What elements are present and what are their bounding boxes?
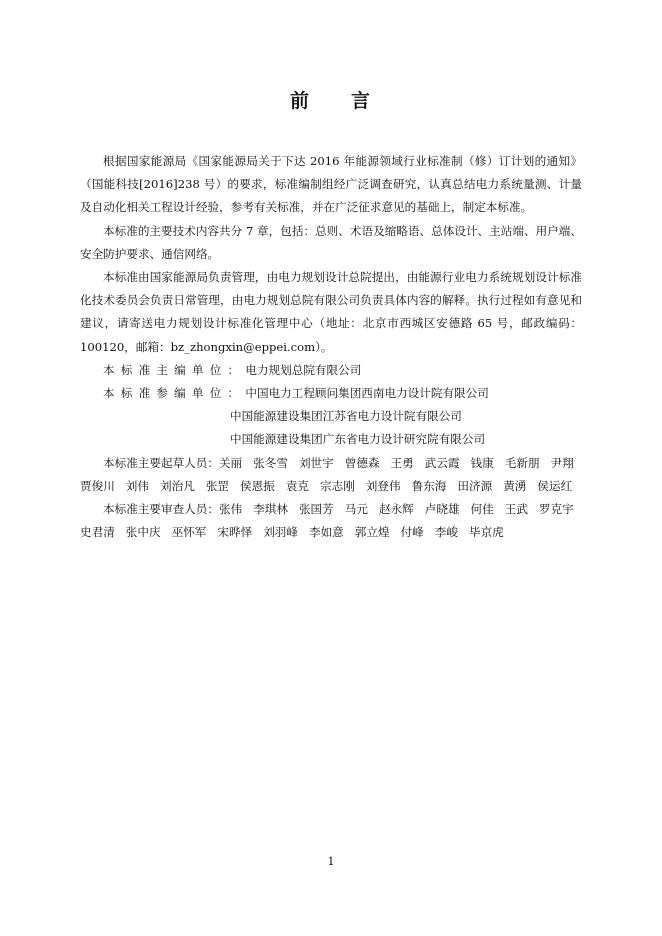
page-number: 1: [327, 855, 335, 868]
reviewer-name: 王武: [504, 502, 528, 517]
drafter-name: 武云霞: [424, 455, 460, 470]
reviewer-name: 李如意: [308, 525, 344, 540]
chief-unit-value: 电力规划总院有限公司: [245, 362, 362, 377]
drafters-line-2: [80, 475, 582, 498]
reviewer-name: 何佳: [470, 502, 494, 517]
reviewer-name: 赵永辉: [378, 502, 414, 517]
drafters-line-1: [80, 452, 582, 475]
body-text: [80, 150, 582, 544]
drafter-name: 袁克: [285, 478, 309, 493]
drafter-name: 张冬雪: [253, 455, 288, 470]
drafter-name: 刘伟: [125, 478, 149, 493]
reviewer-name: 巫怀军: [171, 525, 207, 540]
participating-unit-row: [80, 382, 582, 405]
page-title: [0, 86, 662, 113]
drafter-name: 刘世宇: [298, 455, 334, 470]
drafter-name: 刘登伟: [365, 478, 401, 493]
reviewer-name: 宋晔怿: [217, 525, 253, 540]
reviewers-line-2: [80, 521, 582, 544]
reviewers-line-1: [80, 498, 582, 521]
drafter-name: 鲁东海: [411, 478, 447, 493]
reviewer-name: 刘羽峰: [263, 525, 298, 540]
paragraph-contents: 本标准的主要技术内容共分 7 章，包括：总则、术语及缩略语、总体设计、主站端、用户端、安全防护要求、通信网络。: [80, 223, 582, 261]
participating-unit-value: 中国电力工程顾问集团西南电力设计院有限公司: [245, 386, 489, 401]
reviewer-name: 史君清: [80, 525, 115, 540]
drafter-name: 钱康: [470, 455, 494, 470]
drafter-name: 王勇: [390, 455, 414, 470]
drafter-name: 张罡: [205, 478, 229, 493]
title-left-char: 前: [289, 90, 311, 112]
drafter-name: 刘治凡: [160, 478, 195, 493]
drafter-name: 黄湧: [503, 478, 527, 493]
reviewers-label: 本标准主要审查人员：: [103, 502, 219, 517]
chief-unit-row: [80, 359, 582, 382]
reviewer-name: 李峻: [434, 525, 458, 540]
reviewer-name: 张中庆: [125, 525, 161, 540]
title-right-char: 言: [351, 90, 373, 112]
drafter-name: 关丽: [218, 455, 243, 470]
drafter-name: 贾俊川: [80, 478, 115, 493]
paragraph-plan: 根据国家能源局《国家能源局关于下达 2016 年能源领域行业标准制（修）订计划的通知》（国能科技[2016]238 号）的要求，标准编制组经广泛调查研究，认真总结电力系统量测、计量及自动化相关工程设计经验，参考有关标准，并在广泛征求意见的基础上，制定本标准。: [80, 154, 582, 215]
reviewer-name: 张国芳: [298, 502, 334, 517]
reviewer-name: 付峰: [400, 525, 424, 540]
participating-unit-value: 中国能源建设集团广东省电力设计研究院有限公司: [230, 432, 486, 447]
reviewer-name: 罗克宇: [538, 502, 574, 517]
drafter-name: 尹翔: [550, 455, 574, 470]
drafters-label: 本标准主要起草人员：: [103, 455, 219, 470]
participating-unit-row: [80, 428, 582, 451]
drafter-name: 田济源: [457, 478, 493, 493]
drafter-name: 侯恩振: [240, 478, 275, 493]
reviewer-name: 毕京虎: [468, 525, 504, 540]
drafter-name: 侯运红: [537, 478, 573, 493]
participating-unit-row: [80, 405, 582, 428]
participating-unit-value: 中国能源建设集团江苏省电力设计院有限公司: [230, 409, 462, 424]
chief-unit-label: 本标准主编单位：: [103, 362, 246, 377]
drafter-name: 曾德森: [344, 455, 380, 470]
paragraph-management: 本标准由国家能源局负责管理，由电力规划设计总院提出，由能源行业电力系统规划设计标准化技术委员会负责日常管理，由电力规划总院有限公司负责具体内容的解释。执行过程如有意见和建议，请寄送电力规划设计标准化管理中心（地址：北京市西城区安德路 65 号，邮政编码：100120，邮箱：bz_zhongxin@eppei.com）。: [80, 270, 582, 354]
reviewer-name: 郭立煌: [354, 525, 390, 540]
reviewer-name: 张伟: [218, 502, 243, 517]
reviewer-name: 李琪林: [253, 502, 288, 517]
drafter-name: 毛新朋: [504, 455, 540, 470]
reviewer-name: 马元: [344, 502, 368, 517]
participating-unit-label: 本标准参编单位：: [103, 386, 246, 401]
drafter-name: 宗志刚: [320, 478, 355, 493]
reviewer-name: 卢晓雄: [424, 502, 460, 517]
